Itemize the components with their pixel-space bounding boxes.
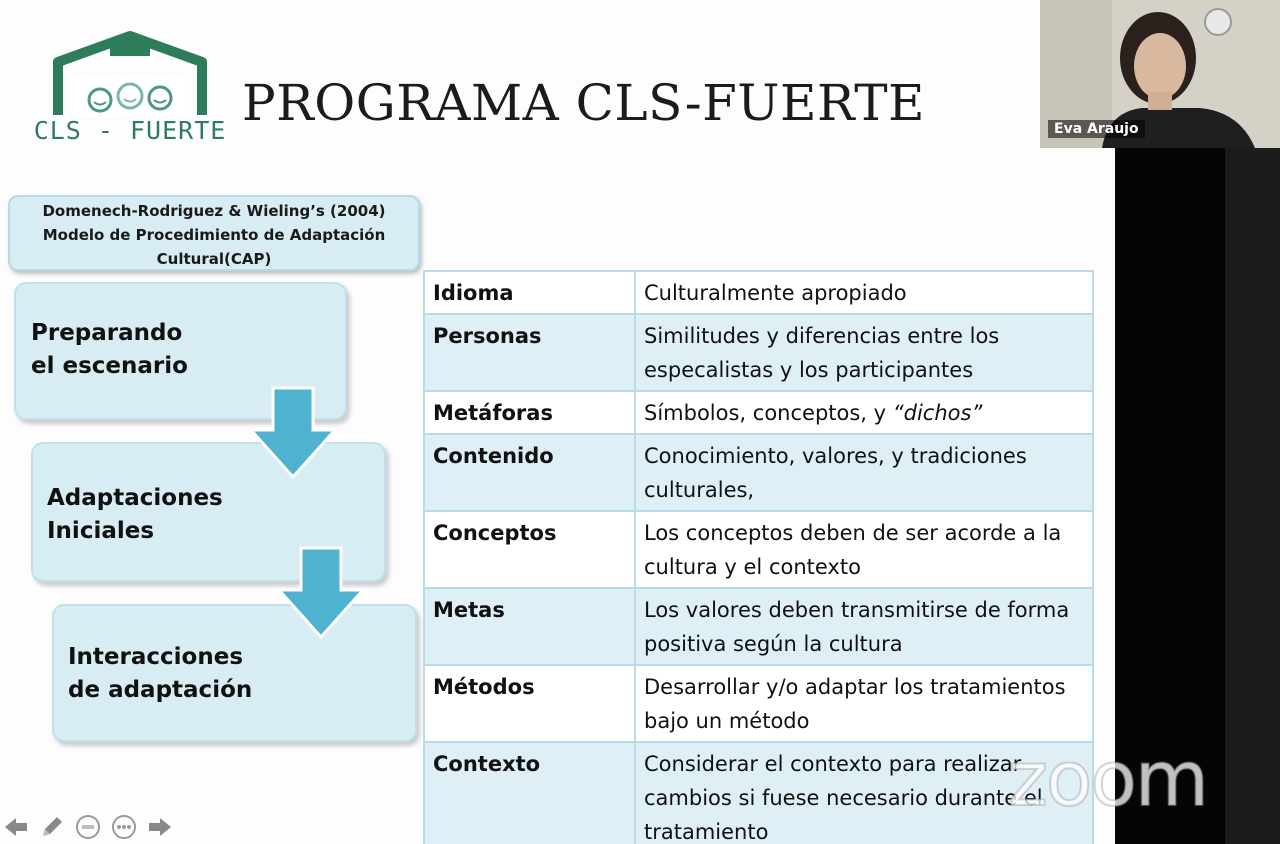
term-cell: Idioma — [424, 271, 635, 314]
arrow-right-icon — [147, 815, 173, 839]
zoom-watermark: zoom — [1008, 734, 1207, 823]
down-arrow-icon — [248, 385, 338, 480]
pointer-icon — [75, 814, 101, 840]
table-row — [424, 588, 1093, 665]
video-panel-band — [1225, 148, 1280, 844]
description-cell: Considerar el contexto para realizar cambios si fuese necesario durante el tratamiento — [635, 742, 1093, 844]
description-cell: Desarrollar y/o adaptar los tratamientos bajo un método — [635, 665, 1093, 742]
dichos-text: “dichos” — [892, 401, 983, 425]
step-label: Interacciones — [68, 644, 244, 670]
cap-model-box — [8, 195, 420, 271]
table-row — [424, 434, 1093, 511]
table-row — [424, 511, 1093, 588]
next-slide-button[interactable] — [144, 811, 176, 843]
slide-title: PROGRAMA CLS-FUERTE — [242, 74, 926, 132]
step-label: Iniciales — [47, 518, 155, 544]
term-cell: Metáforas — [424, 391, 635, 434]
logo-text: CLS - FUERTE — [33, 116, 227, 145]
term-cell: Personas — [424, 314, 635, 391]
more-options-button[interactable] — [108, 811, 140, 843]
previous-slide-button[interactable] — [0, 811, 32, 843]
term-cell: Contexto — [424, 742, 635, 844]
step-label: de adaptación — [68, 677, 253, 703]
cap-line-2: Modelo de Procedimiento de Adaptación — [42, 226, 386, 244]
cap-line-1: Domenech-Rodriguez & Wieling’s (2004) — [42, 202, 386, 220]
table-row — [424, 665, 1093, 742]
cls-fuerte-logo — [30, 30, 230, 150]
slide-navigation — [0, 810, 176, 844]
down-arrow-icon — [276, 545, 366, 640]
house-logo-icon — [30, 30, 230, 120]
table-row — [424, 742, 1093, 844]
step-label: el escenario — [31, 353, 188, 379]
table-row — [424, 271, 1093, 314]
pointer-tool-button[interactable] — [72, 811, 104, 843]
pen-icon — [39, 814, 65, 840]
cap-line-3: Cultural(CAP) — [156, 250, 272, 268]
pen-tool-button[interactable] — [36, 811, 68, 843]
description-cell: Los conceptos deben de ser acorde a la cultura y el contexto — [635, 511, 1093, 588]
description-cell: Conocimiento, valores, y tradiciones culturales, — [635, 434, 1093, 511]
term-cell: Contenido — [424, 434, 635, 511]
description-cell — [635, 391, 1093, 434]
more-icon — [111, 814, 137, 840]
description-cell: Culturalmente apropiado — [635, 271, 1093, 314]
term-cell: Metas — [424, 588, 635, 665]
step-label: Adaptaciones — [47, 485, 223, 511]
arrow-left-icon — [3, 815, 29, 839]
description-text: Símbolos, conceptos, y — [644, 401, 887, 425]
term-cell: Conceptos — [424, 511, 635, 588]
participant-video-tile[interactable] — [1040, 0, 1280, 148]
description-cell: Similitudes y diferencias entre los especalistas y los participantes — [635, 314, 1093, 391]
table-row — [424, 314, 1093, 391]
step-label: Preparando — [31, 320, 183, 346]
participant-name: Eva Araujo — [1048, 120, 1145, 138]
term-cell: Métodos — [424, 665, 635, 742]
adaptation-table — [423, 270, 1094, 844]
table-row — [424, 391, 1093, 434]
description-cell: Los valores deben transmitirse de forma positiva según la cultura — [635, 588, 1093, 665]
